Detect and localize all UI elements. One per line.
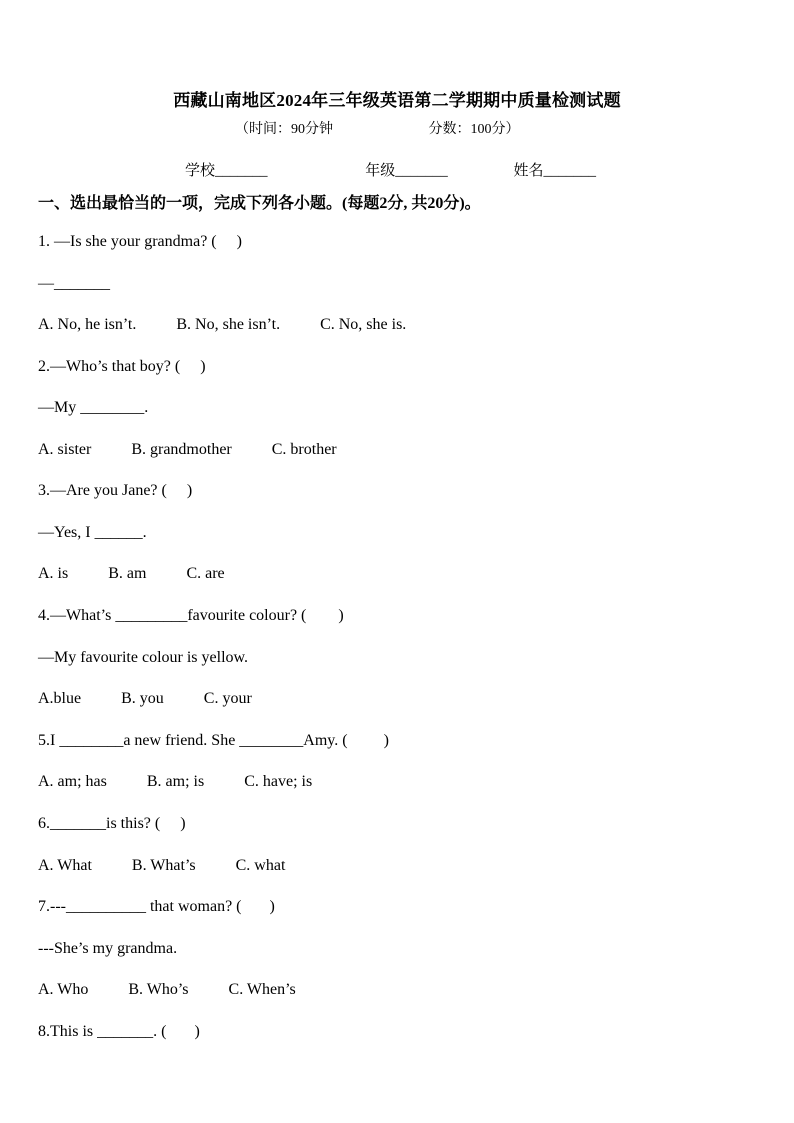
question-3: 3.—Are you Jane? ( ) (38, 482, 193, 499)
student-info (185, 159, 596, 180)
options-4: A.blue B. you C. your (38, 690, 252, 707)
question-1: 1. —Is she your grandma? ( ) (38, 233, 242, 250)
grade-field: 年级_______ (365, 163, 448, 179)
answer-line-3: —Yes, I ______. (38, 524, 147, 541)
question-8: 8.This is _______. ( ) (38, 1023, 200, 1040)
question-2: 2.—Who’s that boy? ( ) (38, 358, 206, 375)
answer-line-7: ---She’s my grandma. (38, 940, 178, 957)
options-3: A. is B. am C. are (38, 565, 225, 582)
options-7: A. Who B. Who’s C. When’s (38, 981, 296, 998)
question-5: 5.I ________a new friend. She ________Amy. ( ) (38, 732, 389, 749)
exam-score: 分数：100分） (428, 122, 520, 137)
school-field: 学校_______ (185, 163, 268, 179)
exam-meta (235, 118, 520, 138)
question-4: 4.—What’s _________favourite colour? ( ) (38, 607, 344, 624)
name-field: 姓名_______ (513, 163, 597, 179)
section-heading: 一、选出最恰当的一项，完成下列各小题。(每题2分, 共20分)。 (38, 195, 481, 212)
exam-time: （时间：90分钟 (235, 122, 333, 137)
answer-line-4: —My favourite colour is yellow. (38, 649, 249, 666)
answer-line-2: —My ________. (38, 399, 149, 416)
options-5: A. am; has B. am; is C. have; is (38, 773, 313, 790)
answer-line-1: —_______ (38, 275, 110, 292)
question-7: 7.---__________ that woman? ( ) (38, 898, 275, 915)
page-title: 西藏山南地区2024年三年级英语第二学期期中质量检测试题 (173, 91, 621, 110)
options-2: A. sister B. grandmother C. brother (38, 441, 337, 458)
question-6: 6._______is this? ( ) (38, 815, 186, 832)
options-1: A. No, he isn’t. B. No, she isn’t. C. No, she is. (38, 316, 407, 333)
options-6: A. What B. What’s C. what (38, 857, 286, 874)
